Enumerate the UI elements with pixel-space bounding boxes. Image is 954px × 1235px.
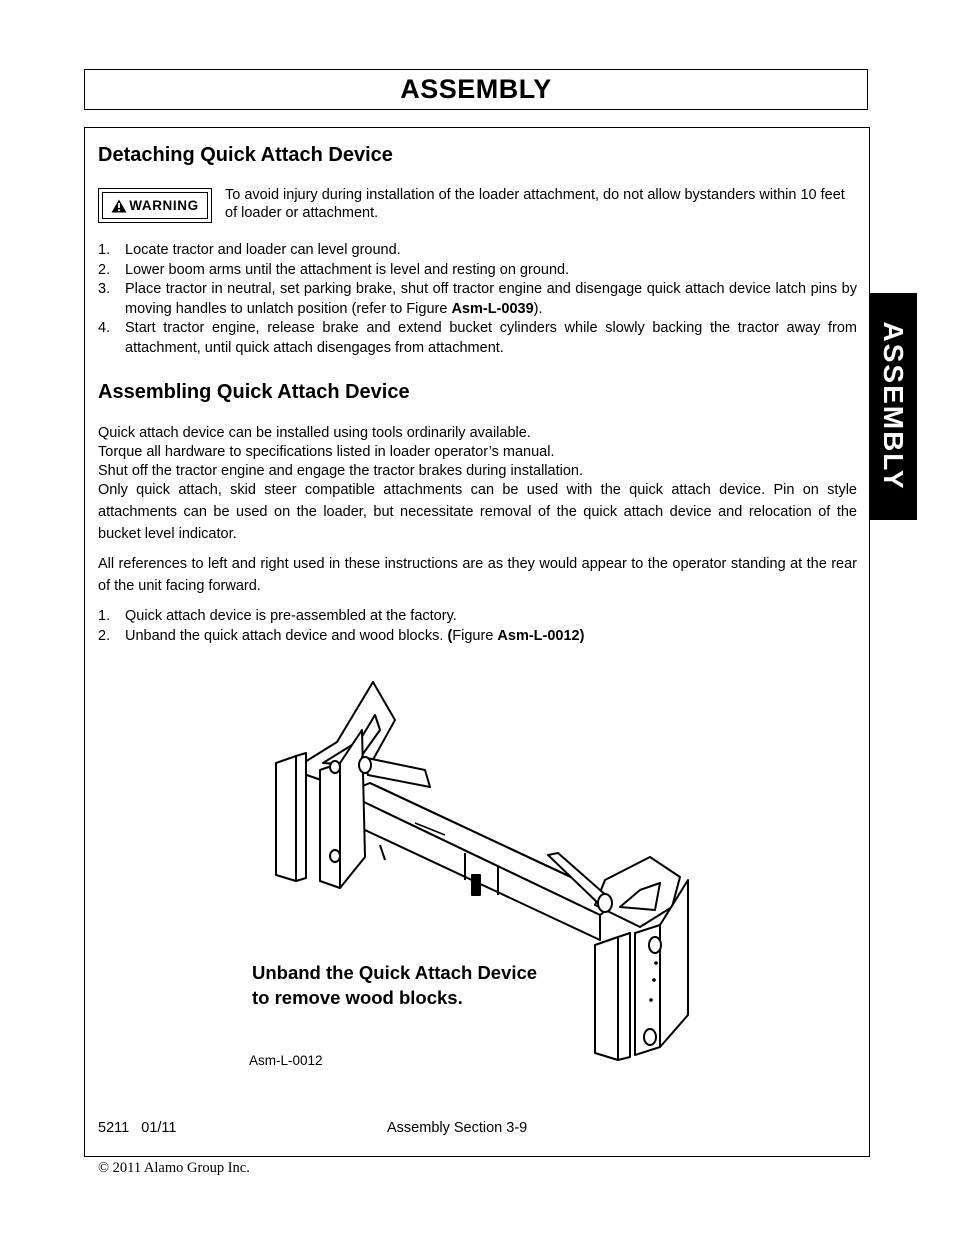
intro-line: Shut off the tractor engine and engage the tractor brakes during installation. [98, 463, 583, 479]
quick-attach-device-illustration [240, 675, 700, 1070]
warning-label: WARNING [129, 198, 199, 213]
figure-id: Asm-L-0012 [249, 1053, 323, 1068]
copyright-notice: © 2011 Alamo Group Inc. [98, 1160, 250, 1176]
list-item: 4. Start tractor engine, release brake and extend bucket cylinders while slowly backing the tractor away from attachment, until quick attach disengages from attachment. [98, 320, 857, 356]
list-item: 2. Unband the quick attach device and wood blocks. (Figure Asm-L-0012) [98, 627, 585, 644]
figure-caption: Unband the Quick Attach Device to remove wood blocks. [252, 962, 538, 1008]
list-item: 3. Place tractor in neutral, set parking brake, shut off tractor engine and disengage quick attach device latch pins by moving handles to unlatch position (refer to Figure Asm-L-0039). [98, 281, 857, 317]
section-heading-assembling: Assembling Quick Attach Device [98, 381, 410, 403]
intro-line: Quick attach device can be installed using tools ordinarily available. [98, 425, 531, 441]
warning-text: To avoid injury during installation of the loader attachment, do not allow bystanders within 10 feet of loader or attachment. [225, 187, 845, 221]
figure-reference: Asm-L-0039 [451, 300, 534, 317]
intro-lines [98, 424, 857, 481]
detach-steps [98, 241, 857, 358]
footer-page-label: Assembly Section 3-9 [387, 1120, 528, 1136]
warning-badge [98, 188, 212, 223]
page-header-title: ASSEMBLY [400, 74, 552, 104]
assemble-steps [98, 607, 857, 646]
header-box [84, 69, 868, 110]
intro-line: Torque all hardware to specifications listed in loader operator’s manual. [98, 444, 555, 460]
warning-triangle-icon [111, 199, 127, 213]
side-tab-label: ASSEMBLY [878, 321, 909, 491]
figure-reference: Asm-L-0012) [497, 627, 585, 644]
list-item: 1. Quick attach device is pre-assembled at the factory. [98, 608, 457, 624]
section-heading-detaching: Detaching Quick Attach Device [98, 144, 393, 166]
paragraph-references: All references to left and right used in these instructions are as they would appear to the operator standing at the rear of the unit facing forward. [98, 556, 857, 594]
side-tab [869, 293, 917, 520]
list-item: 2. Lower boom arms until the attachment is level and resting on ground. [98, 261, 570, 278]
footer-doc-number: 5211 01/11 [98, 1120, 177, 1136]
paragraph-attachments: Only quick attach, skid steer compatible attachments can be used with the quick attach device. Pin on style attachments can be used on the loader, but necessitate removal of the quick attach device and relocation of the bucket level indicator. [98, 482, 857, 542]
list-item: 1. Locate tractor and loader can level ground. [98, 242, 401, 258]
